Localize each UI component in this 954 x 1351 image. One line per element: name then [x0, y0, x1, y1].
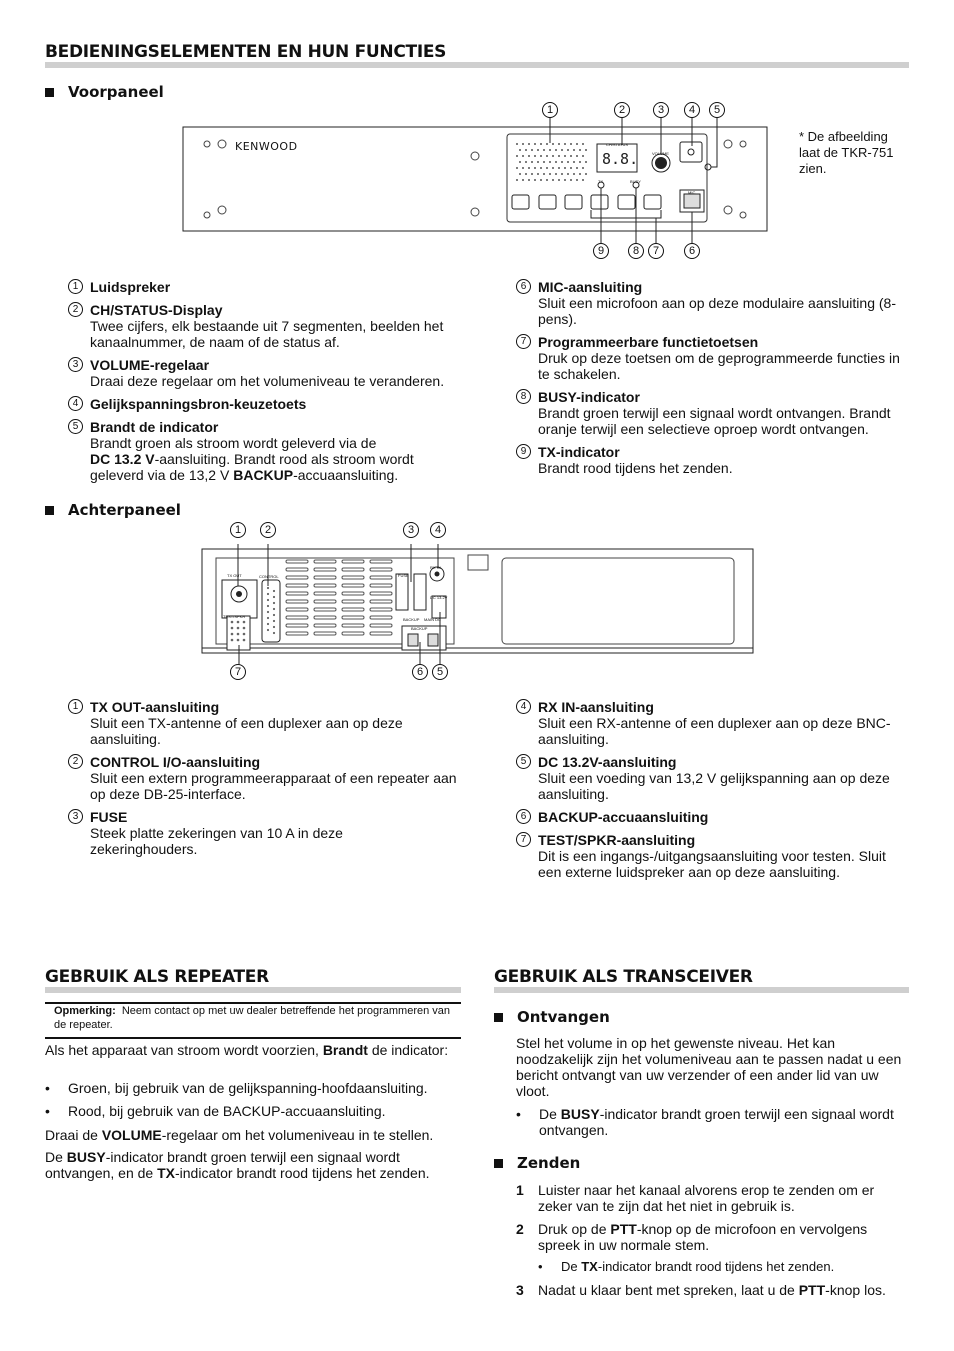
rear-item: 3 FUSE Steek platte zekeringen van 10 A in deze zekeringhouders. — [68, 809, 468, 857]
callout-number: 3 — [403, 522, 419, 538]
list-item: • De TX-indicator brandt rood tijdens het zenden. — [538, 1259, 835, 1274]
front-item: 7 Programmeerbare functietoetsen Druk op deze toetsen om de geprogrammeerde functies in te schakelen. — [516, 334, 910, 382]
backup-terminal-label: BACKUP — [411, 626, 428, 631]
rear-item: 4 RX IN-aansluiting Sluit een RX-antenne of een duplexer aan op deze BNC-aansluiting. — [516, 699, 910, 747]
receive-paragraph: Stel het volume in op het gewenste niveau. Het kan noodzakelijk zijn het volumeniveau aan te passen nadat u een bericht ontvangt van uw verzender of een ander lid van uw vloot. — [516, 1035, 902, 1099]
rear-panel-drawing — [200, 540, 756, 665]
page-title: BEDIENINGSELEMENTEN EN HUN FUNCTIES — [45, 42, 447, 62]
rear-heading: Achterpaneel — [45, 502, 181, 518]
repeater-paragraph: De BUSY-indicator brandt groen terwijl een signaal wordt ontvangen, en de TX-indicator brandt rood tijdens het zenden. — [45, 1149, 430, 1181]
receive-heading: Ontvangen — [494, 1009, 610, 1025]
front-item: 5 Brandt de indicator Brandt groen als stroom wordt geleverd via de DC 13.2 V-aansluiting. Brandt rood als stroom wordt geleverd via de 13,2 V BACKUP-accuaansluiting. — [68, 419, 468, 483]
square-bullet-icon — [494, 1013, 503, 1022]
front-item: 6 MIC-aansluiting Sluit een microfoon aan op deze modulaire aansluiting (8-pens). — [516, 279, 910, 327]
repeater-title: GEBRUIK ALS REPEATER — [45, 967, 269, 987]
note-text: Opmerking: Neem contact op met uw dealer betreffende het programmeren van de repeater. — [54, 1005, 451, 1031]
rear-item: 7 TEST/SPKR-aansluiting Dit is een ingangs-/uitgangsaansluiting voor testen. Sluit een externe luidspreker aan op deze aansluiting. — [516, 832, 910, 880]
front-item: 2 CH/STATUS-Display Twee cijfers, elk bestaande uit 7 segmenten, beelden het kanaalnummer, de naam of de status af. — [68, 302, 468, 350]
step-item: 1 Luister naar het kanaal alvorens erop te zenden om er zeker van te zijn dat het niet in gebruik is. — [516, 1182, 875, 1214]
tx-panel-label: TX — [598, 179, 604, 184]
dc-panel-label: DC 13.2V — [430, 595, 448, 600]
backup-panel-label: BACKUP — [403, 617, 420, 622]
callout-number: 6 — [412, 664, 428, 680]
callout-number: 1 — [542, 102, 558, 118]
repeater-paragraph: Draai de VOLUME-regelaar om het volumeniveau in te stellen. — [45, 1127, 434, 1143]
repeater-paragraph: Als het apparaat van stroom wordt voorzien, Brandt de indicator: — [45, 1042, 449, 1058]
rear-item: 2 CONTROL I/O-aansluiting Sluit een extern programmeerapparaat of een repeater aan op deze DB-25-interface. — [68, 754, 468, 802]
rxin-panel-label: RX IN — [430, 565, 441, 570]
maindc-panel-label: MAIN DC — [424, 617, 441, 622]
rear-item: 6 BACKUP-accuaansluiting — [516, 809, 910, 825]
rear-item: 5 DC 13.2V-aansluiting Sluit een voeding van 13,2 V gelijkspanning aan op deze aansluiting. — [516, 754, 910, 802]
svg-text:8.8.: 8.8. — [602, 150, 639, 168]
callout-number: 3 — [653, 102, 669, 118]
callout-number: 7 — [648, 243, 664, 259]
callout-number: 6 — [684, 243, 700, 259]
volume-panel-label: VOLUME — [652, 151, 669, 156]
title-rule — [45, 62, 909, 68]
square-bullet-icon — [494, 1159, 503, 1168]
callout-number: 8 — [628, 243, 644, 259]
callout-number: 1 — [230, 522, 246, 538]
testspkr-panel-label: TEST/SPKR — [223, 614, 246, 619]
callout-number: 2 — [260, 522, 276, 538]
front-panel-drawing — [180, 98, 772, 263]
transceiver-title: GEBRUIK ALS TRANSCEIVER — [494, 967, 753, 987]
brand-logo: KENWOOD — [235, 140, 298, 153]
step-item: 3 Nadat u klaar bent met spreken, laat u de PTT-knop los. — [516, 1282, 886, 1298]
square-bullet-icon — [45, 88, 54, 97]
send-heading: Zenden — [494, 1155, 580, 1171]
txout-panel-label: TX OUT — [227, 573, 242, 578]
callout-number: 5 — [709, 102, 725, 118]
front-item: 9 TX-indicator Brandt rood tijdens het zenden. — [516, 444, 910, 476]
callout-number: 5 — [432, 664, 448, 680]
control-panel-label: CONTROL — [259, 574, 279, 579]
transceiver-rule — [494, 987, 909, 993]
callout-number: 4 — [430, 522, 446, 538]
callout-number: 7 — [230, 664, 246, 680]
busy-panel-label: BUSY — [630, 179, 641, 184]
front-heading: Voorpaneel — [45, 84, 164, 100]
list-item: • Groen, bij gebruik van de gelijkspanning-hoofdaansluiting. — [45, 1080, 428, 1096]
square-bullet-icon — [45, 506, 54, 515]
step-item: 2 Druk op de PTT-knop op de microfoon en vervolgens spreek in uw normale stem. — [516, 1221, 868, 1253]
front-item: 4 Gelijkspanningsbron-keuzetoets — [68, 396, 468, 412]
callout-number: 9 — [593, 243, 609, 259]
front-item: 8 BUSY-indicator Brandt groen terwijl een signaal wordt ontvangen. Brandt oranje terwijl een selectieve oproep wordt ontvangen. — [516, 389, 910, 437]
list-item: • De BUSY-indicator brandt groen terwijl een signaal wordt ontvangen. — [516, 1106, 894, 1138]
front-item: 3 VOLUME-regelaar Draai deze regelaar om het volumeniveau te veranderen. — [68, 357, 468, 389]
list-item: • Rood, bij gebruik van de BACKUP-accuaansluiting. — [45, 1103, 386, 1119]
mic-panel-label: MIC — [688, 190, 696, 195]
callout-number: 2 — [614, 102, 630, 118]
image-note: * De afbeelding laat de TKR-751 zien. — [799, 129, 894, 176]
callout-number: 4 — [684, 102, 700, 118]
repeater-rule — [45, 987, 461, 993]
rear-item: 1 TX OUT-aansluiting Sluit een TX-antenne of een duplexer aan op deze aansluiting. — [68, 699, 468, 747]
fuse-panel-label: FUSE — [398, 573, 409, 578]
front-item: 1 Luidspreker — [68, 279, 468, 295]
status-panel-label: CH/STATUS — [606, 142, 629, 147]
